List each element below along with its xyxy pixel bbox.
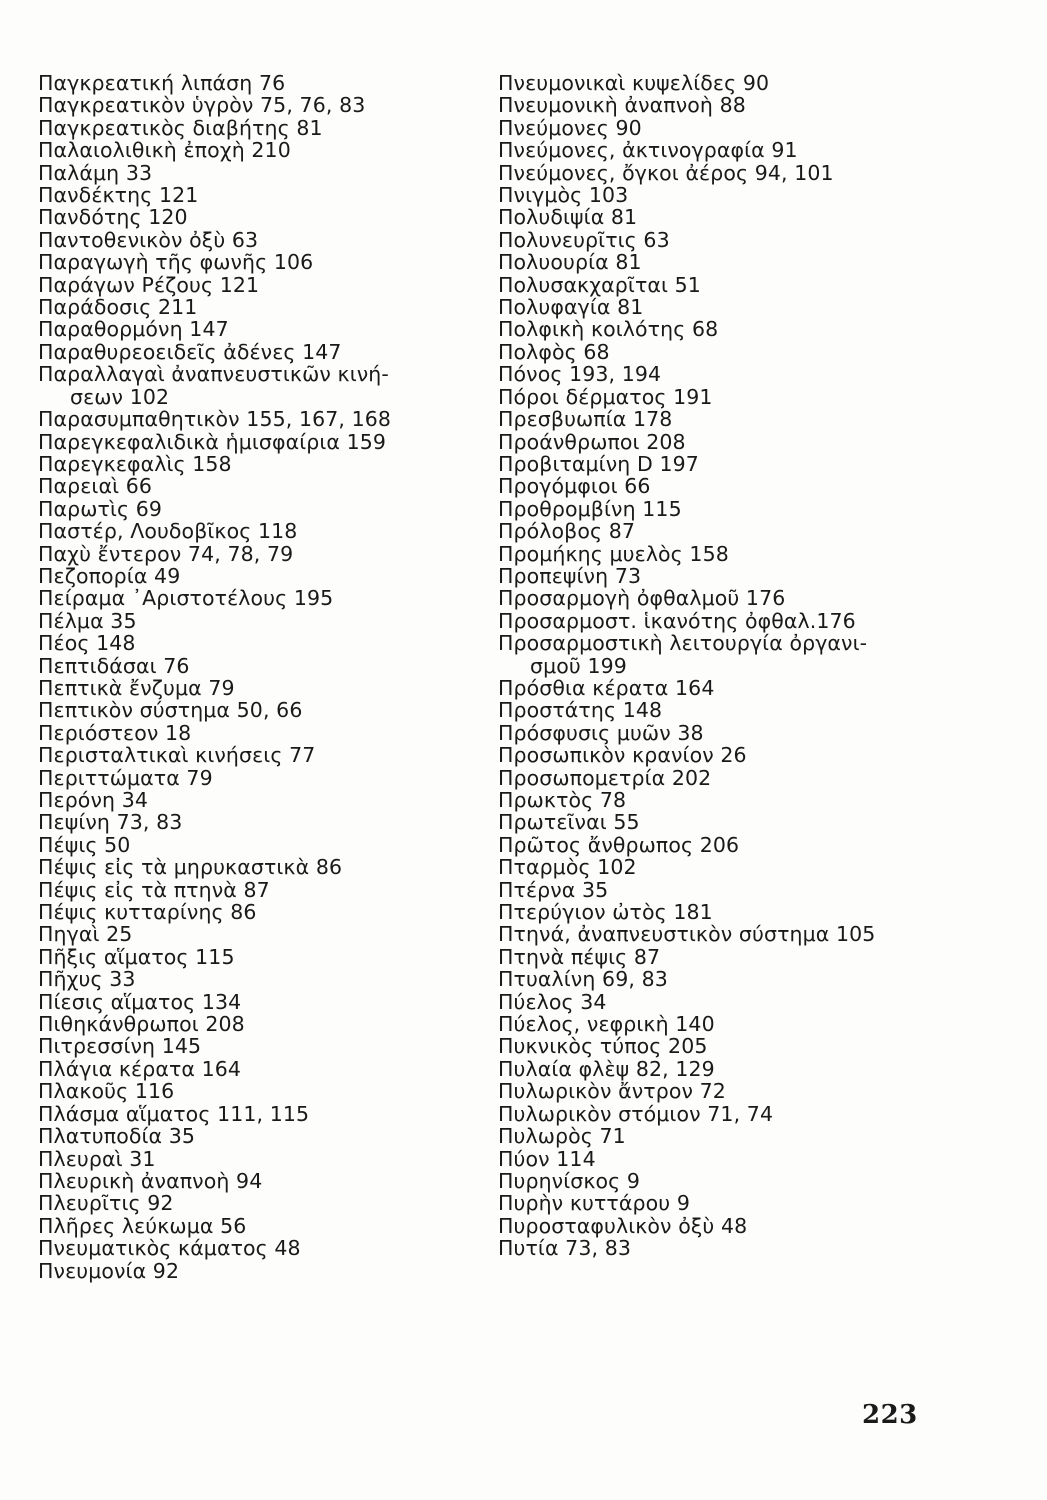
index-entry: Πιτρεσσίνη 145: [38, 1034, 202, 1059]
index-entry: Προμήκης μυελὸς 158: [498, 541, 729, 566]
index-entry: Πλευραὶ 31: [38, 1146, 156, 1171]
index-entry: Πολυσακχαρῖται 51: [498, 272, 701, 297]
index-entry: Πύελος 34: [498, 989, 607, 1014]
index-entry: Πίεσις αἵματος 134: [38, 989, 242, 1014]
index-entry: Πρόσθια κέρατα 164: [498, 675, 715, 700]
index-entry: Πέψις 50: [38, 832, 131, 857]
index-entry: Πολυφαγία 81: [498, 295, 644, 320]
index-entry: Πλάσμα αἵματος 111, 115: [38, 1101, 310, 1126]
index-entry: Πτέρνα 35: [498, 877, 609, 902]
index-entry: Πτηνά, ἀναπνευστικὸν σύστημα 105: [498, 922, 876, 947]
index-entry: Πεψίνη 73, 83: [38, 810, 183, 835]
index-entry: Παραλλαγαὶ ἀναπνευστικῶν κινή- σεων 102: [38, 362, 389, 409]
index-entry: Περιττώματα 79: [38, 765, 213, 790]
index-entry: Πνιγμὸς 103: [498, 183, 629, 208]
index-entry: Πυρὴν κυττάρου 9: [498, 1191, 690, 1216]
index-entry: Πλάγια κέρατα 164: [38, 1056, 242, 1081]
index-entry: Προάνθρωποι 208: [498, 429, 686, 454]
index-entry: Πτερύγιον ὠτὸς 181: [498, 900, 713, 925]
index-entry: Πνευματικὸς κάματος 48: [38, 1236, 301, 1261]
index-entry: Πολυδιψία 81: [498, 205, 638, 230]
index-entry: Πείραμα ᾿Αριστοτέλους 195: [38, 586, 334, 611]
index-entry: Πεπτικὰ ἔνζυμα 79: [38, 675, 235, 700]
index-entry: Πλευρικὴ ἀναπνοὴ 94: [38, 1168, 263, 1193]
index-entry: Πέψις εἰς τὰ πτηνὰ 87: [38, 877, 270, 902]
index-entry: Πρεσβυωπία 178: [498, 407, 673, 432]
index-entry: Πτυαλίνη 69, 83: [498, 967, 668, 992]
index-entry: Προγόμφιοι 66: [498, 474, 651, 499]
index-entry: Πλακοῦς 116: [38, 1079, 175, 1104]
index-entry: Πρῶτος ἄνθρωπος 206: [498, 832, 740, 857]
index-entry: Πέος 148: [38, 631, 136, 656]
index-entry: Παστέρ, Λουδοβῖκος 118: [38, 519, 298, 544]
index-entry: Πανδότης 120: [38, 205, 188, 230]
index-entry: Πολφὸς 68: [498, 339, 610, 364]
index-entry: Πολφικὴ κοιλότης 68: [498, 317, 719, 342]
index-entry: Πνευμονικαὶ κυψελίδες 90: [498, 71, 770, 95]
index-entry: Πυρηνίσκος 9: [498, 1168, 641, 1193]
index-entry: Πυροσταφυλικὸν ὀξὺ 48: [498, 1213, 748, 1238]
index-entry: Πρωκτὸς 78: [498, 788, 627, 812]
index-entry: Παράγων Ρέζους 121: [38, 272, 260, 297]
index-entry: Παραθορμόνη 147: [38, 317, 229, 342]
index-column-left: [38, 72, 438, 1282]
index-entry: Πολυουρία 81: [498, 250, 642, 275]
index-entry: Πύελος, νεφρικὴ 140: [498, 1012, 715, 1037]
index-entry: Πιθηκάνθρωποι 208: [38, 1012, 245, 1037]
index-entry: Προσαρμογὴ ὀφθαλμοῦ 176: [498, 586, 786, 611]
index-entry: Παρωτὶς 69: [38, 496, 163, 521]
index-entry: Πηγαὶ 25: [38, 922, 133, 947]
index-entry: Πεπτιδάσαι 76: [38, 653, 190, 678]
index-entry: Πυλωρικὸν στόμιον 71, 74: [498, 1101, 774, 1126]
index-entry: Πυλαία φλὲψ 82, 129: [498, 1056, 715, 1081]
index-entry: Πρωτεῖναι 55: [498, 810, 640, 835]
index-entry: Πεζοπορία 49: [38, 563, 181, 588]
page-number: 223: [862, 1400, 918, 1430]
index-entry: Προσωπομετρία 202: [498, 765, 712, 790]
index-entry: Παρεγκεφαλὶς 158: [38, 451, 232, 476]
index-entry: Πόροι δέρματος 191: [498, 384, 713, 409]
index-entry: Παρασυμπαθητικὸν 155, 167, 168: [38, 407, 392, 432]
index-entry: Πέλμα 35: [38, 608, 137, 633]
index-entry: Παραγωγὴ τῆς φωνῆς 106: [38, 250, 314, 275]
index-entry: Πανδέκτης 121: [38, 183, 199, 208]
index-entry: Πνευμονικὴ ἀναπνοὴ 88: [498, 93, 746, 118]
index-entry: Πυλωρικὸν ἄντρον 72: [498, 1079, 726, 1104]
index-entry: Πύον 114: [498, 1146, 596, 1171]
index-entry: Παρεγκεφαλιδικὰ ἡμισφαίρια 159: [38, 429, 387, 454]
index-entry: Πταρμὸς 102: [498, 855, 637, 880]
index-entry: Πνεύμονες, ὄγκοι ἀέρος 94, 101: [498, 160, 834, 185]
index-entry: Πνευμονία 92: [38, 1258, 180, 1283]
index-entry: Πλευρῖτις 92: [38, 1191, 174, 1216]
index-entry: Περισταλτικαὶ κινήσεις 77: [38, 743, 316, 768]
index-entry: Πλατυποδία 35: [38, 1124, 196, 1149]
index-entry: Πρόσφυσις μυῶν 38: [498, 720, 704, 745]
index-entry: Πεπτικὸν σύστημα 50, 66: [38, 698, 303, 723]
index-entry: Πῆχυς 33: [38, 967, 136, 992]
index-entry: Παλάμη 33: [38, 160, 153, 185]
index-entry: Πνεύμονες 90: [498, 115, 642, 140]
index-entry: Παράδοσις 211: [38, 295, 198, 320]
index-entry: Πυκνικὸς τύπος 205: [498, 1034, 708, 1059]
index-entry: Πυλωρὸς 71: [498, 1124, 626, 1149]
index-entry: Προπεψίνη 73: [498, 563, 642, 588]
index-entry: Πυτία 73, 83: [498, 1236, 631, 1261]
index-entry: Προσαρμοστ. ἱκανότης ὀφθαλ.176: [498, 608, 856, 633]
index-entry: Παρειαὶ 66: [38, 474, 153, 499]
index-entry: Προσαρμοστικὴ λειτουργία ὀργανι- σμοῦ 199: [498, 631, 868, 678]
index-entry: Προστάτης 148: [498, 698, 663, 723]
index-entry: Παραθυρεοειδεῖς ἀδένες 147: [38, 339, 342, 364]
index-entry: Πῆξις αἵματος 115: [38, 944, 235, 969]
index-entry: Πρόλοβος 87: [498, 519, 636, 544]
index-entry: Πολυνευρῖτις 63: [498, 227, 670, 252]
index-entry: Παγκρεατική λιπάση 76: [38, 71, 286, 95]
index-entry: Πόνος 193, 194: [498, 362, 662, 387]
index-entry: Πέψις κυτταρίνης 86: [38, 900, 257, 925]
index-column-right: [498, 72, 938, 1260]
index-entry: Πλῆρες λεύκωμα 56: [38, 1213, 247, 1238]
index-entry: Παγκρεατικὸς διαβήτης 81: [38, 115, 323, 140]
index-entry: Πέψις εἰς τὰ μηρυκαστικὰ 86: [38, 855, 343, 880]
index-entry: Παντοθενικὸν ὀξὺ 63: [38, 227, 259, 252]
index-entry: Πνεύμονες, ἀκτινογραφία 91: [498, 138, 798, 163]
index-entry: Προσωπικὸν κρανίον 26: [498, 743, 747, 768]
index-entry: Περιόστεον 18: [38, 720, 192, 745]
index-entry: Προθρομβίνη 115: [498, 496, 682, 521]
index-entry: Παγκρεατικὸν ὑγρὸν 75, 76, 83: [38, 93, 366, 118]
index-entry: Παλαιολιθικὴ ἐποχὴ 210: [38, 138, 291, 163]
index-entry: Πτηνὰ πέψις 87: [498, 944, 661, 969]
index-entry: Παχὺ ἔντερον 74, 78, 79: [38, 541, 294, 566]
index-entry: Προβιταμίνη D 197: [498, 451, 699, 476]
index-entry: Περόνη 34: [38, 788, 148, 812]
